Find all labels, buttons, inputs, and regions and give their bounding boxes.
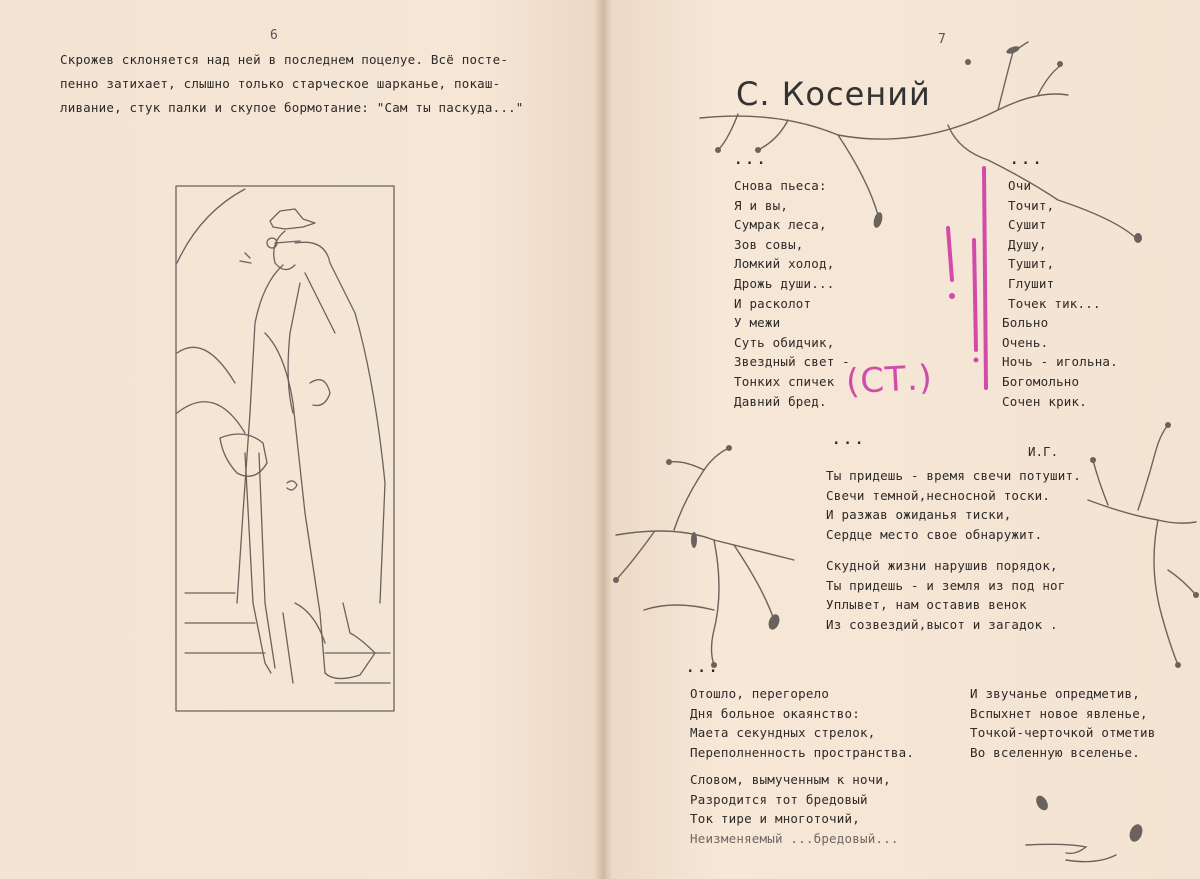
prose-line-3: ливание, стук палки и скупое бормотание: "Сам ты паскуда...": [60, 100, 524, 115]
poem2-s2-line-2: Ты придешь - и земля из под ног: [826, 577, 1066, 593]
poem1-right-line-4: Душу,: [1008, 236, 1047, 252]
poem2-s1-line-1: Ты придешь - время свечи потушит.: [826, 468, 1081, 483]
poem1-left-line-9: Суть обидчик,: [734, 334, 835, 350]
poem3-left-stanza-1: [690, 684, 914, 762]
poem3-l2-line-2: Разродится тот бредовый: [690, 791, 868, 807]
poem1-left-line-10: Звездный свет -: [734, 354, 850, 370]
page-number-left: 6: [270, 28, 278, 43]
poem2-s1-line-3: И разжав ожиданья тиски,: [826, 507, 1012, 523]
poem3-r-line-1: И звучанье опредметив,: [970, 686, 1140, 701]
poem1-right-column: [1002, 176, 1118, 411]
poem3-l2-line-3: Ток тире и многоточий,: [690, 811, 860, 827]
poem1-right-line-10: Ночь - игольна.: [1002, 354, 1118, 370]
poem1-right-line-12: Сочен крик.: [1002, 393, 1087, 409]
poem2-s2-line-4: Из созвездий,высот и загадок .: [826, 616, 1058, 632]
poem1-left-line-7: И расколот: [734, 295, 812, 311]
poem1-right-line-9: Очень.: [1002, 334, 1049, 350]
poem1-left-line-6: Дрожь души...: [734, 275, 835, 291]
poem3-right-stanza: [970, 684, 1155, 762]
poem3-l1-line-4: Переполненность пространства.: [690, 744, 915, 760]
poem1-right-dots: ...: [1010, 152, 1045, 168]
poem1-right-line-8: Больно: [1002, 315, 1049, 331]
poem1-left-line-1: Снова пьеса:: [734, 178, 827, 193]
poem1-left-line-11: Тонких спичек: [734, 373, 835, 389]
poem3-l2-line-4: Неизменяемый ...бредовый...: [690, 830, 899, 846]
leaf-doodles-bottom: [1006, 785, 1186, 875]
poem3-l2-line-1: Словом, вымученным к ночи,: [690, 772, 891, 787]
marker-note: (СТ.): [845, 357, 934, 403]
prose-line-1: Скрожев склоняется над ней в последнем поцелуе. Всё посте-: [60, 52, 509, 67]
poem1-right-line-5: Тушит,: [1008, 256, 1055, 272]
poem3-l1-line-3: Маета секундных стрелок,: [690, 725, 876, 741]
marker-exclamation-marks: [936, 160, 996, 400]
poem1-right-line-3: Сушит: [1008, 217, 1047, 233]
poem2-s1-line-4: Сердце место свое обнаружит.: [826, 526, 1043, 542]
branch-drawing-right: [1068, 420, 1198, 670]
branch-drawing-left: [614, 440, 814, 670]
poem3-r-line-4: Во вселенную вселенье.: [970, 744, 1140, 760]
page-number-right: 7: [938, 32, 946, 47]
poem3-r-line-3: Точкой-черточкой отметив: [970, 725, 1156, 741]
poem3-l1-line-1: Отошло, перегорело: [690, 686, 830, 701]
poem3-l1-line-2: Дня больное окаянство:: [690, 705, 860, 721]
prose-line-2: пенно затихает, слышно только старческое шарканье, покаш-: [60, 76, 501, 91]
poem1-left-line-12: Давний бред.: [734, 393, 827, 409]
illustration-old-man: [175, 183, 395, 713]
poem1-right-line-1: Очи: [1008, 178, 1032, 193]
author-name: С. Косений: [736, 75, 931, 113]
poem1-right-line-7: Точек тик...: [1008, 295, 1101, 311]
poem1-left-line-2: Я и вы,: [734, 197, 789, 213]
poem3-left-stanza-2: [690, 770, 899, 848]
poem1-right-line-6: Глушит: [1008, 275, 1055, 291]
poem2-stanza-2: [826, 556, 1066, 634]
right-page: [606, 0, 1200, 879]
poem2-dots: ...: [832, 432, 867, 448]
poem3-r-line-2: Вспыхнет новое явленье,: [970, 705, 1148, 721]
poem1-left-column: [734, 176, 850, 411]
poem2-dedication: И.Г.: [1028, 444, 1059, 459]
poem1-left-line-5: Ломкий холод,: [734, 256, 835, 272]
poem2-stanza-1: [826, 466, 1081, 544]
poem1-right-line-2: Точит,: [1008, 197, 1055, 213]
poem2-s1-line-2: Свечи темной,несносной тоски.: [826, 487, 1051, 503]
poem3-dots: ...: [686, 660, 721, 676]
poem2-s2-line-3: Уплывет, нам оставив венок: [826, 597, 1027, 613]
poem2-s2-line-1: Скудной жизни нарушив порядок,: [826, 558, 1058, 573]
poem1-right-line-11: Богомольно: [1002, 373, 1080, 389]
poem1-left-line-3: Сумрак леса,: [734, 217, 827, 233]
poem1-dots: ...: [734, 152, 769, 168]
poem1-left-line-8: У межи: [734, 315, 781, 331]
poem1-left-line-4: Зов совы,: [734, 236, 804, 252]
